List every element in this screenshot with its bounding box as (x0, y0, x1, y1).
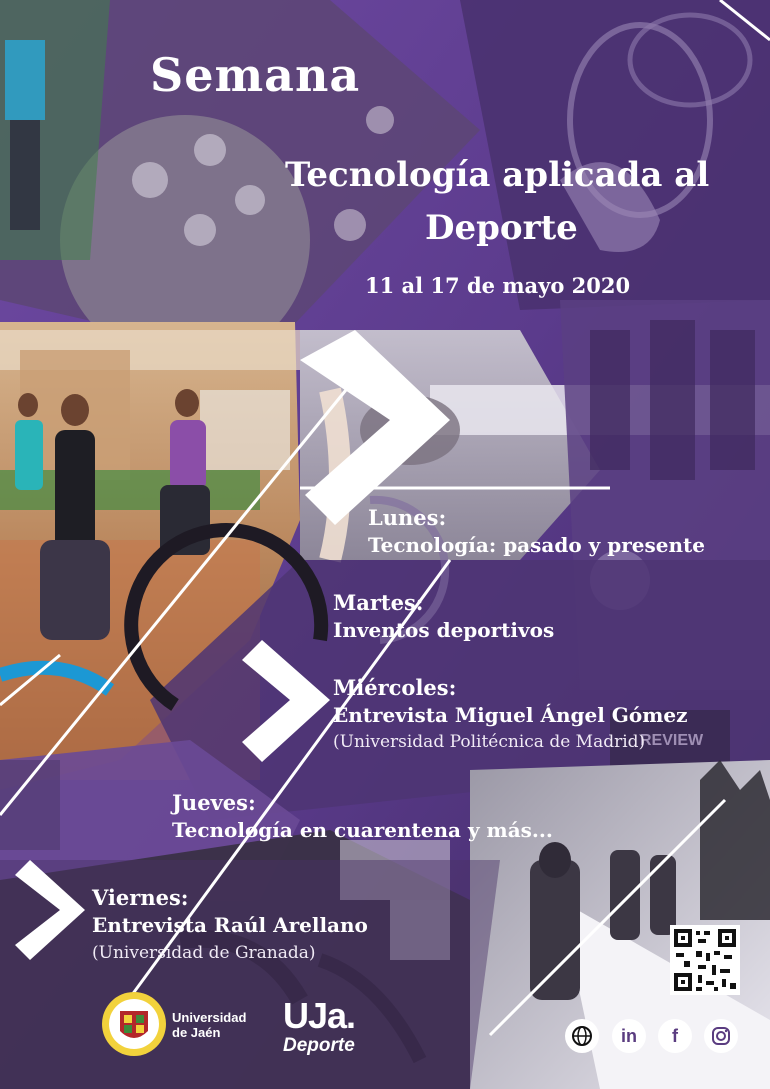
deporte-logo-text: Deporte (283, 1035, 355, 1056)
event-dates: 11 al 17 de mayo 2020 (365, 273, 631, 298)
schedule-institution-viernes: (Universidad de Granada) (92, 943, 316, 963)
schedule-talk-lunes: Tecnología: pasado y presente (368, 533, 705, 557)
facebook-icon[interactable]: f (658, 1019, 692, 1053)
svg-text:REVIEW: REVIEW (640, 732, 704, 749)
instagram-icon[interactable] (704, 1019, 738, 1053)
university-name-line1: Universidad (172, 1010, 247, 1025)
web-globe-icon[interactable] (565, 1019, 599, 1053)
event-subtitle-line2: Deporte (425, 208, 578, 248)
schedule-institution-miercoles: (Universidad Politécnica de Madrid) (333, 732, 646, 752)
schedule-talk-miercoles: Entrevista Miguel Ángel Gómez (333, 703, 688, 727)
university-name-line2: de Jaén (172, 1025, 221, 1040)
qr-code[interactable] (670, 925, 740, 995)
schedule-day-lunes: Lunes: (368, 505, 447, 530)
event-title: Semana (150, 48, 361, 102)
schedule-talk-viernes: Entrevista Raúl Arellano (92, 913, 368, 937)
linkedin-icon[interactable]: in (612, 1019, 646, 1053)
event-subtitle-line1: Tecnología aplicada al (285, 155, 710, 195)
schedule-day-viernes: Viernes: (92, 885, 189, 910)
schedule-day-jueves: Jueves: (172, 790, 256, 815)
schedule-day-miercoles: Miércoles: (333, 675, 457, 700)
university-seal-logo (100, 987, 168, 1061)
schedule-talk-jueves: Tecnología en cuarentena y más... (172, 818, 553, 842)
schedule-talk-martes: Inventos deportivos (333, 618, 555, 642)
uja-logo-text: UJa. (283, 995, 356, 1036)
schedule-day-martes: Martes: (333, 590, 424, 615)
